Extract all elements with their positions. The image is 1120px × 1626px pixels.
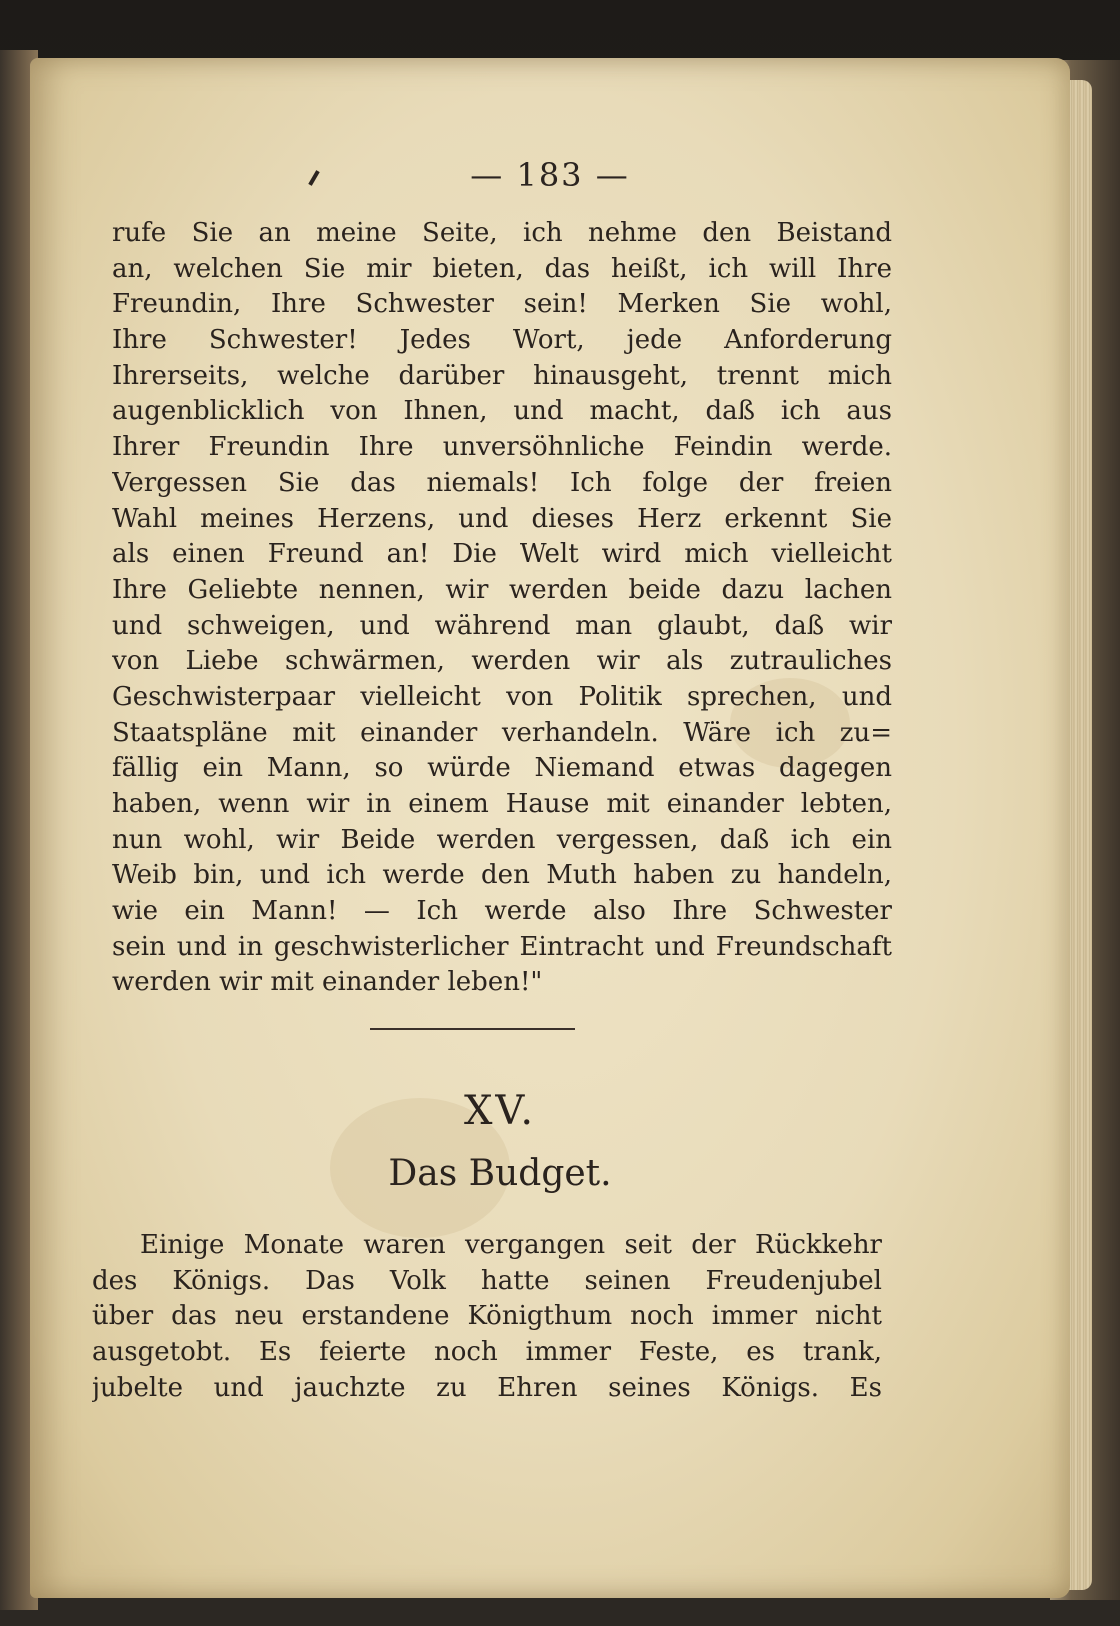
text-line: Vergessen Sie das niemals! Ich folge der freien [112, 467, 892, 498]
text-line: Weib bin, und ich werde den Muth haben zu handeln, [112, 860, 892, 891]
text-line: jubelte und jauchzte zu Ehren seines Königs. Es [92, 1372, 882, 1403]
text-line: wie ein Mann! — Ich werde also Ihre Schwester [112, 896, 892, 927]
paragraph-2 [92, 1228, 882, 1406]
text-line: Staatspläne mit einander verhandeln. Wäre ich zu= [112, 717, 892, 748]
chapter-number: XV. [463, 1088, 537, 1134]
text-line: ausgetobt. Es feierte noch immer Feste, es trank, [92, 1337, 882, 1368]
text-line: haben, wenn wir in einem Hause mit einander lebten, [112, 789, 892, 819]
text-line: als einen Freund an! Die Welt wird mich vielleicht [112, 539, 892, 570]
text-line: sein und in geschwisterlicher Eintracht und Freundschaft [112, 931, 892, 962]
text-line: Ihrerseits, welche darüber hinausgeht, trennt mich [112, 360, 892, 391]
text-line: Geschwisterpaar vielleicht von Politik sprechen, und [112, 681, 892, 712]
text-line: über das neu erstandene Königthum noch immer nicht [92, 1301, 882, 1332]
text-line: des Königs. Das Volk hatte seinen Freudenjubel [92, 1265, 882, 1296]
text-line: werden wir mit einander leben!" [112, 967, 543, 998]
page-number: — 183 — [470, 156, 630, 194]
text-line: von Liebe schwärmen, werden wir als zutrauliches [112, 646, 892, 677]
text-line: Freundin, Ihre Schwester sein! Merken Sie wohl, [112, 289, 892, 320]
text-line: und schweigen, und während man glaubt, daß wir [112, 610, 892, 641]
text-line: Einige Monate waren vergangen seit der Rückkehr [140, 1230, 882, 1260]
text-line: Ihre Schwester! Jedes Wort, jede Anforderung [112, 325, 892, 356]
text-line: Ihre Geliebte nennen, wir werden beide dazu lachen [112, 574, 892, 605]
text-line: nun wohl, wir Beide werden vergessen, daß ich ein [112, 824, 892, 855]
chapter-title: Das Budget. [388, 1153, 612, 1194]
text-line: Ihrer Freundin Ihre unversöhnliche Feindin werde. [112, 432, 892, 463]
paragraph-1 [112, 216, 892, 1001]
section-divider [370, 1028, 575, 1030]
text-line: augenblicklich von Ihnen, und macht, daß ich aus [112, 396, 892, 427]
text-line: Wahl meines Herzens, und dieses Herz erkennt Sie [112, 503, 892, 534]
text-line: an, welchen Sie mir bieten, das heißt, ich will Ihre [112, 253, 892, 284]
book-page [30, 58, 1070, 1598]
text-line: fällig ein Mann, so würde Niemand etwas dagegen [112, 753, 892, 784]
text-line: rufe Sie an meine Seite, ich nehme den Beistand [112, 218, 892, 248]
